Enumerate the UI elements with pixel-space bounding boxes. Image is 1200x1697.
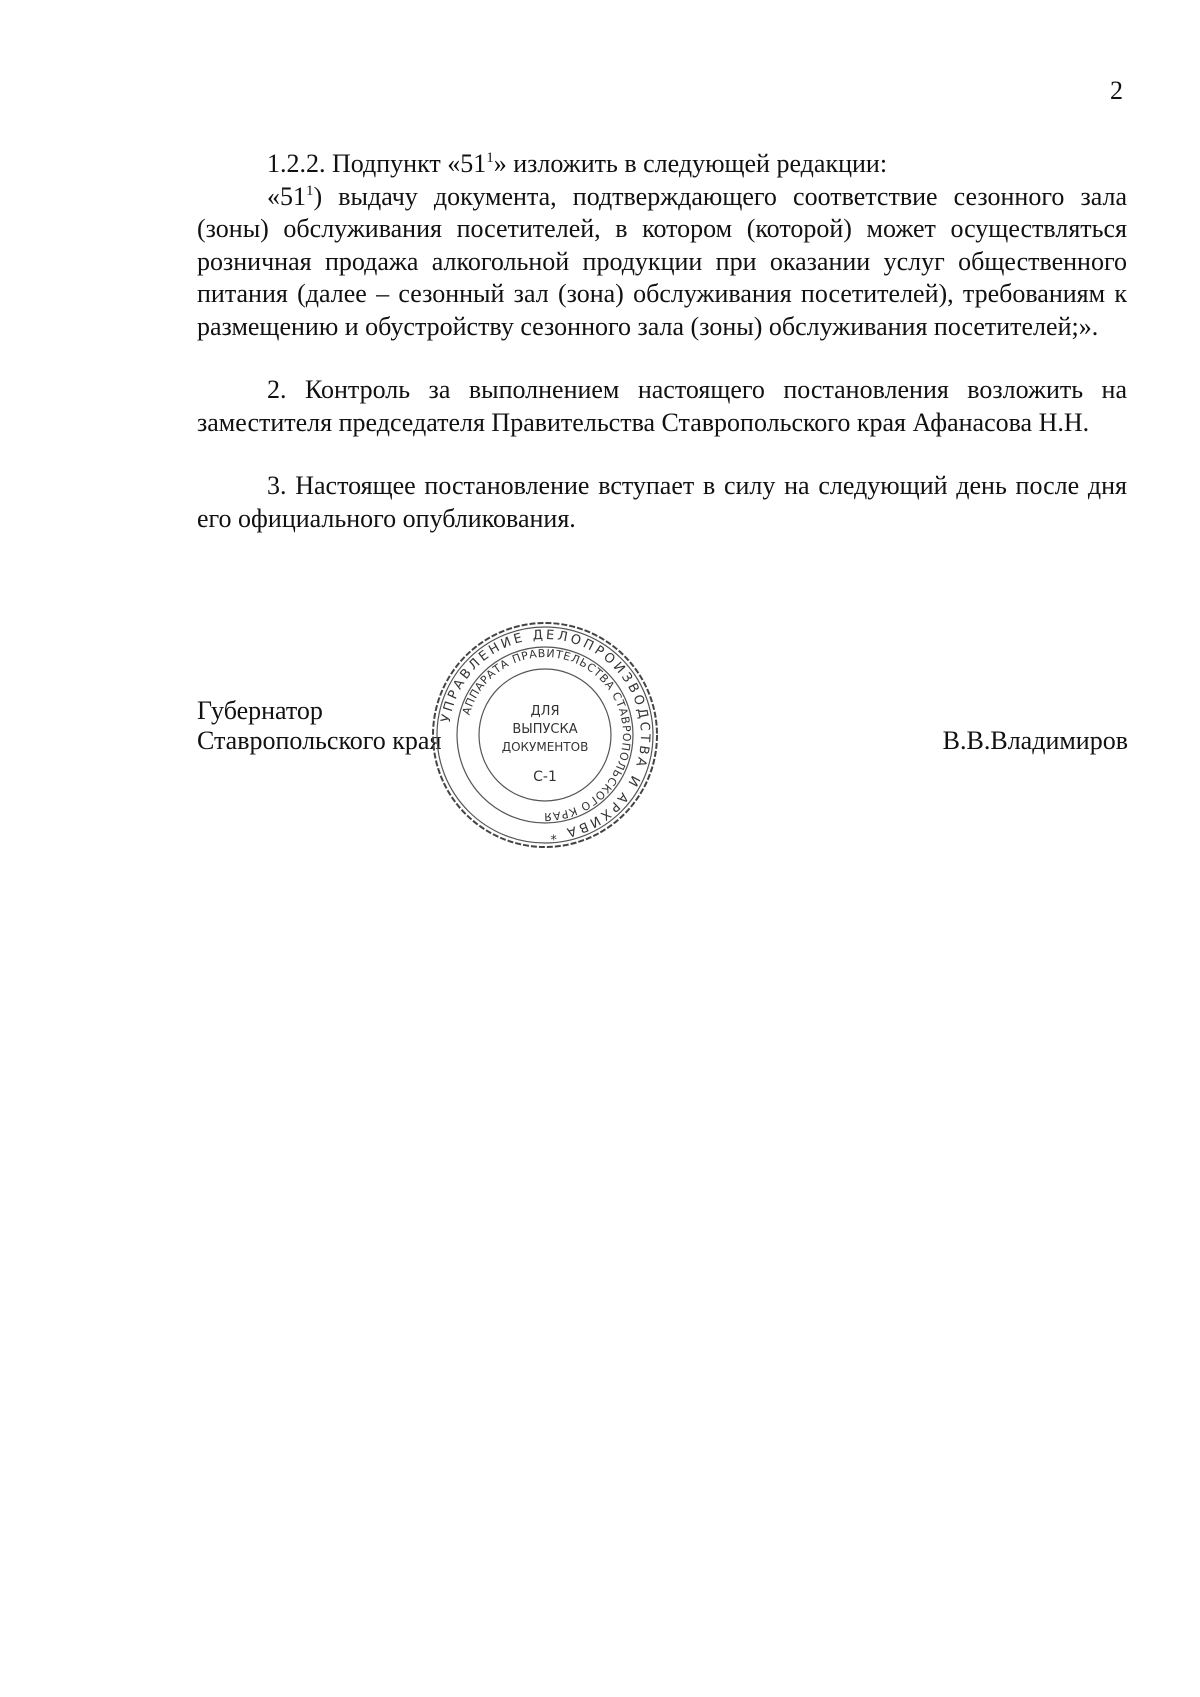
paragraph-3: 3. Настоящее постановление вступает в силу на следующий день после дня его официального опубликования.	[197, 471, 1127, 533]
official-stamp-seal	[425, 615, 665, 855]
quote-text-after: ) выдачу документа, подтверждающего соответствие сезонного зала (зоны) обслуживания посетителей, в котором (которой) может осуществляться розничная продажа алкогольной продукции при оказании услуг общественного питания (далее – сезонный зал (зона) обслуживания посетителей), требованиям к размещению и обустройству сезонного зала (зоны) обслуживания посетителей;».	[197, 181, 1127, 341]
stamp-center-line3: ДОКУМЕНТОВ	[501, 740, 589, 754]
stamp-center-line2: ВЫПУСКА	[512, 722, 578, 737]
intro-text-before: 1.2.2. Подпункт «51	[267, 149, 487, 178]
paragraph-2: 2. Контроль за выполнением настоящего постановления возложить на заместителя председателя Правительства Ставропольского края Афанасова Н.Н.	[197, 375, 1127, 437]
stamp-code: С-1	[533, 769, 557, 785]
page-number: 2	[1110, 76, 1123, 105]
signature-title-line1: Губернатор	[197, 696, 323, 725]
stamp-inner-ring-path: АППАРАТА ПРАВИТЕЛЬСТВА СТАВРОПОЛЬСКОГО КРАЯ	[459, 646, 634, 824]
quote-superscript: 1	[306, 182, 314, 199]
signature-title-line2: Ставропольского края	[197, 726, 442, 755]
subparagraph-1-2-2-intro	[197, 148, 1127, 181]
signature-title	[197, 696, 441, 756]
stamp-outer-ring-path: УПРАВЛЕНИЕ ДЕЛОПРОИЗВОДСТВА И АРХИВА *	[438, 627, 653, 843]
intro-superscript: 1	[486, 150, 494, 166]
signatory-name: В.В.Владимиров	[942, 726, 1128, 755]
stamp-center-line1: ДЛЯ	[530, 704, 560, 719]
intro-text-after: » изложить в следующей редакции:	[493, 149, 888, 178]
subparagraph-51-1-text	[197, 181, 1127, 344]
document-body	[197, 148, 1127, 535]
quote-text-before: «51	[267, 181, 306, 211]
